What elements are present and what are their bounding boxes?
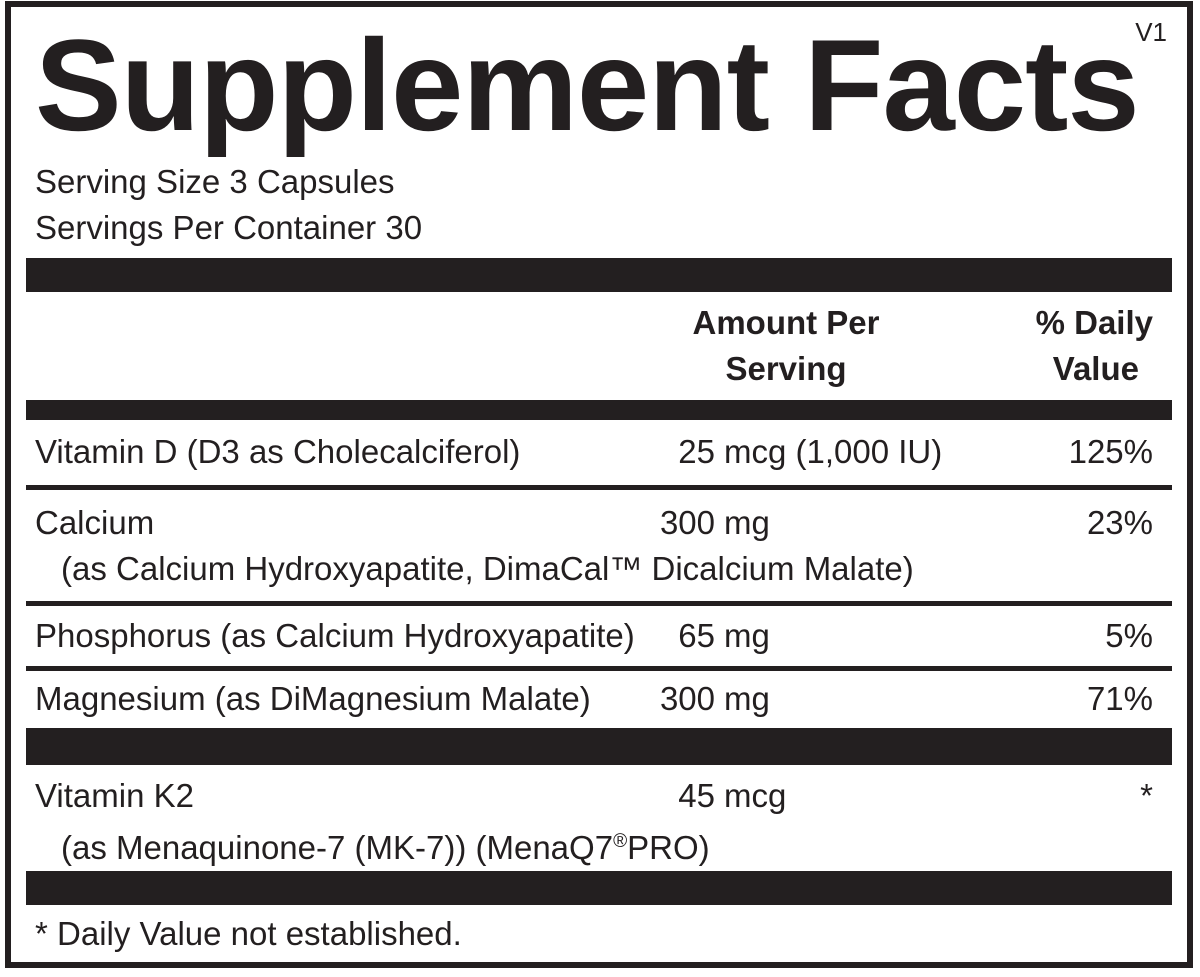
amount-number: 300 bbox=[659, 503, 715, 541]
daily-value-header-line2: Value bbox=[1052, 349, 1139, 387]
nutrient-amount bbox=[625, 500, 1003, 546]
daily-value-cell: 5% bbox=[1105, 616, 1153, 654]
nutrient-row-main-line bbox=[11, 500, 1187, 546]
amount-unit: mcg (1,000 IU) bbox=[724, 433, 943, 470]
nutrient-row-phosphorus bbox=[11, 606, 1187, 666]
nutrient-column-header bbox=[35, 300, 625, 392]
column-header-row bbox=[11, 292, 1187, 400]
amount-per-serving-header bbox=[625, 300, 1003, 392]
nutrient-row-vitamin-k2 bbox=[11, 765, 1187, 871]
subline-text: PRO) bbox=[627, 828, 710, 866]
daily-value-cell: 71% bbox=[1086, 680, 1153, 717]
amount-header-line2: Serving bbox=[725, 349, 847, 387]
nutrient-row-magnesium bbox=[11, 671, 1187, 728]
nutrient-name: Magnesium (as DiMagnesium Malate) bbox=[35, 680, 591, 717]
amount-number: 45 bbox=[678, 776, 715, 814]
serving-size-text: Serving Size 3 Capsules bbox=[35, 162, 395, 200]
nutrient-name: Vitamin D (D3 as Cholecalciferol) bbox=[35, 433, 521, 470]
amount-number: 25 bbox=[678, 433, 715, 470]
daily-value-cell: 23% bbox=[1086, 503, 1153, 541]
separator-bar-thick bbox=[26, 871, 1172, 905]
nutrient-name: Vitamin K2 bbox=[35, 776, 194, 814]
registered-trademark-symbol: ® bbox=[613, 830, 628, 852]
page-title: Supplement Facts bbox=[35, 12, 1139, 158]
daily-value-cell: * bbox=[1140, 776, 1153, 814]
nutrient-name: Phosphorus (as Calcium Hydroxyapatite) bbox=[35, 616, 635, 654]
nutrient-amount bbox=[625, 773, 1003, 819]
separator-bar-thick bbox=[26, 258, 1172, 292]
daily-value-header bbox=[1003, 300, 1153, 392]
nutrient-amount bbox=[625, 613, 1003, 659]
version-tag: V1 bbox=[1135, 17, 1167, 47]
amount-unit: mg bbox=[724, 680, 770, 717]
nutrient-amount bbox=[625, 429, 1003, 475]
amount-number: 65 bbox=[678, 616, 715, 654]
nutrient-source-subline: (as Calcium Hydroxyapatite, DimaCal™ Dicalcium Malate) bbox=[61, 549, 914, 587]
amount-number: 300 bbox=[659, 680, 715, 717]
separator-bar-thick bbox=[26, 728, 1172, 765]
amount-unit: mcg bbox=[724, 776, 787, 814]
amount-header-line1: Amount Per bbox=[692, 303, 880, 341]
amount-unit: mg bbox=[724, 616, 770, 654]
separator-bar-medium bbox=[26, 400, 1172, 420]
nutrient-row-calcium bbox=[11, 490, 1187, 601]
nutrient-amount bbox=[625, 676, 1003, 722]
footnote-text: * Daily Value not established. bbox=[35, 914, 462, 952]
nutrient-name: Calcium bbox=[35, 503, 155, 541]
supplement-facts-label bbox=[5, 1, 1193, 968]
nutrient-row-main-line bbox=[11, 773, 1187, 819]
nutrient-source-subline bbox=[11, 819, 1187, 871]
subline-text: (as Menaquinone-7 (MK-7)) (MenaQ7 bbox=[61, 828, 614, 866]
amount-unit: mg bbox=[724, 503, 770, 541]
daily-value-cell: 125% bbox=[1068, 433, 1153, 470]
nutrient-row-vitamin-d bbox=[11, 420, 1187, 485]
daily-value-header-line1: % Daily bbox=[1035, 303, 1153, 341]
servings-per-container-text: Servings Per Container 30 bbox=[35, 208, 423, 246]
